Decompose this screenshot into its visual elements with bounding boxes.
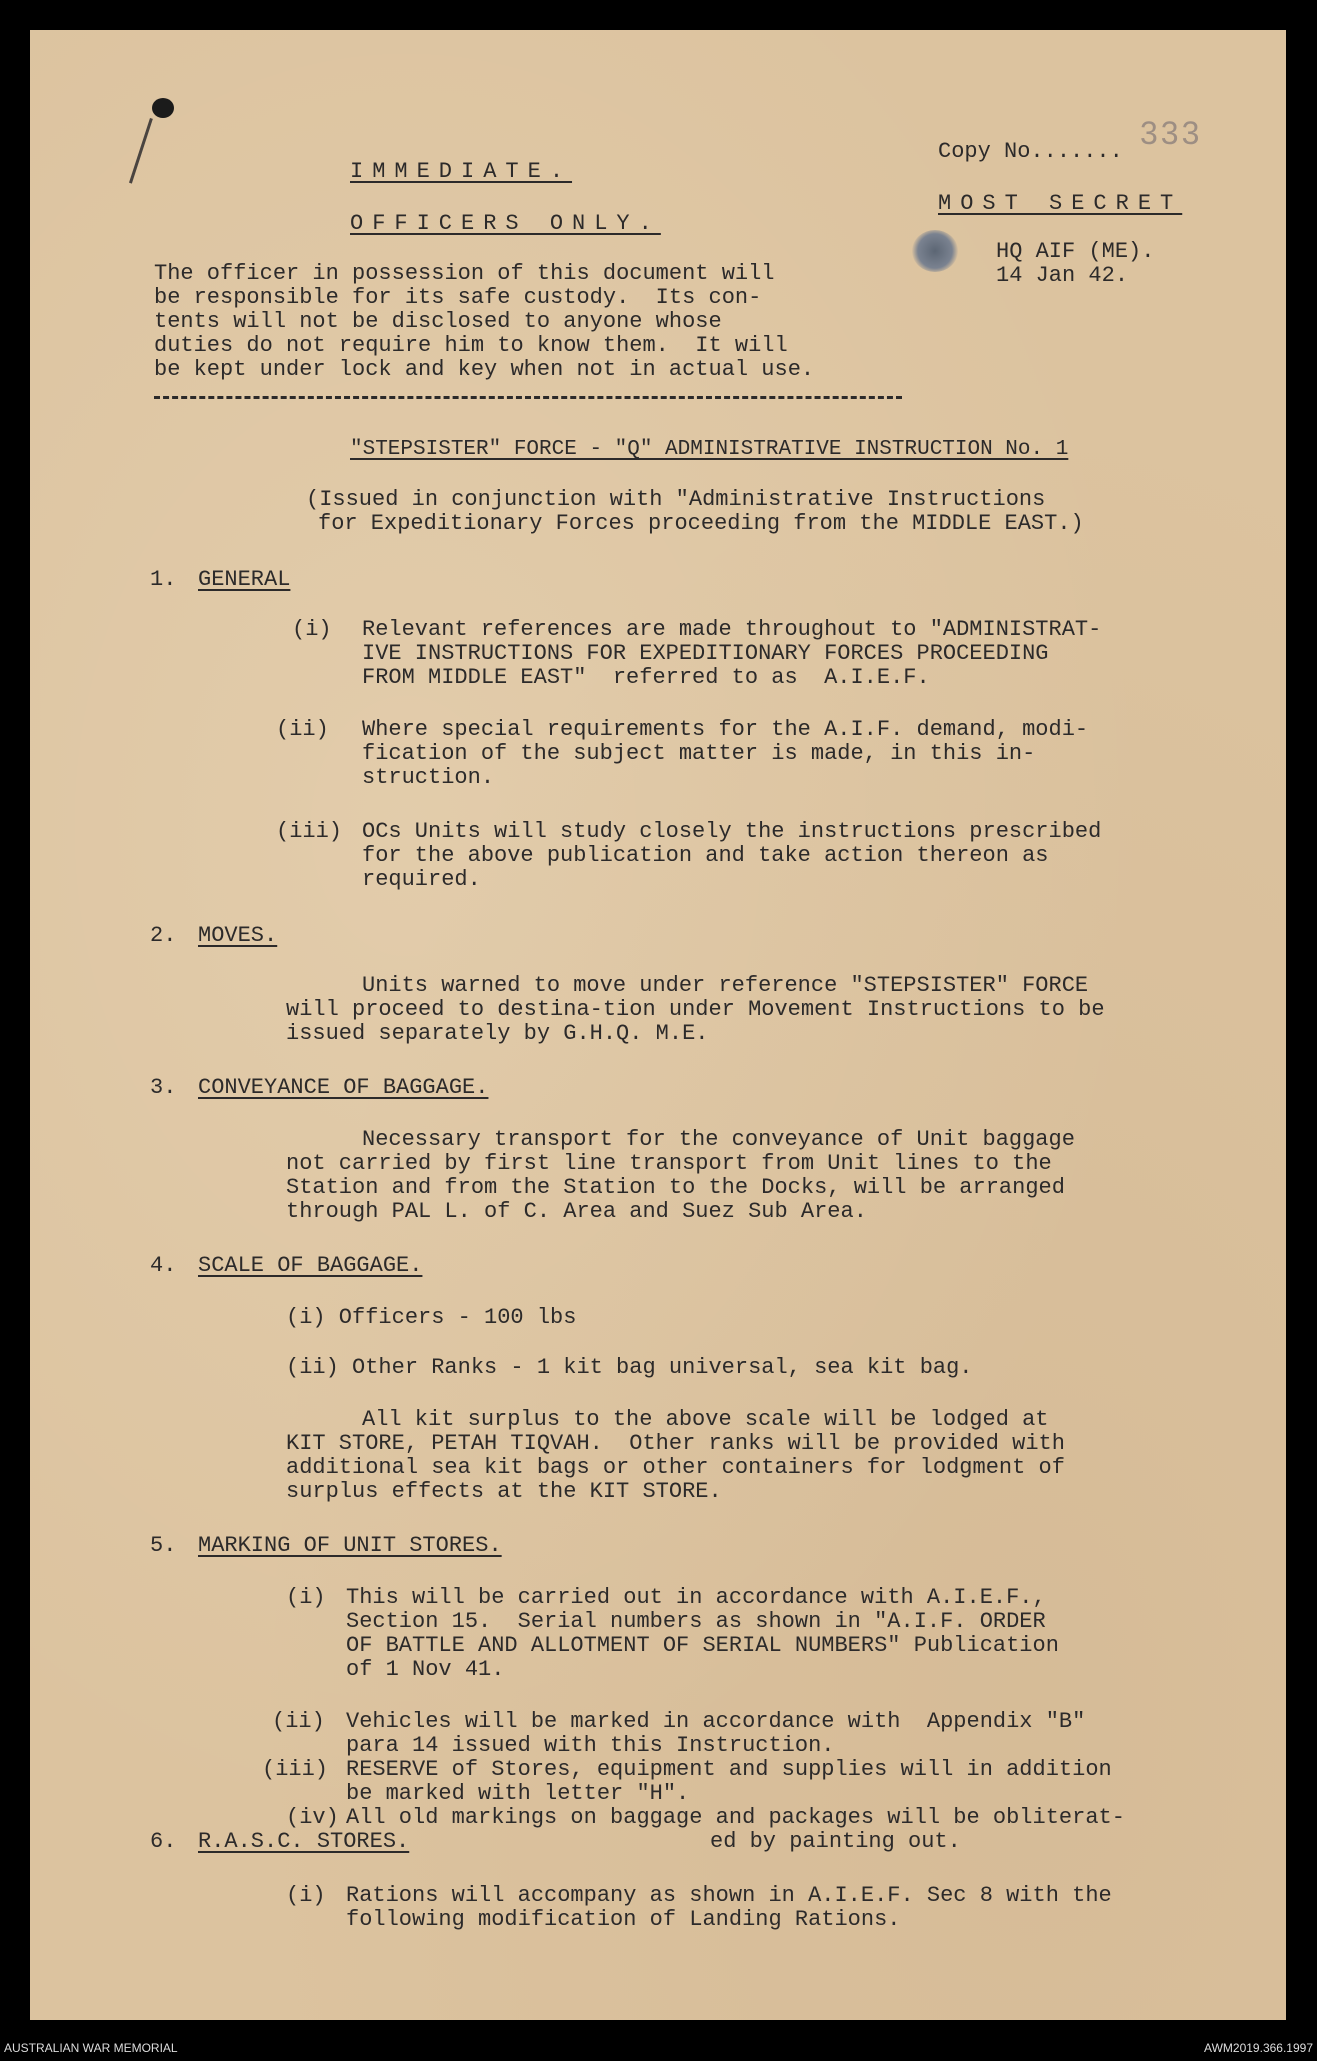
para-line: for the above publication and take action thereon as (362, 843, 1049, 868)
para-line: Station and from the Station to the Docks, will be arranged (286, 1175, 1065, 1200)
para-line: OF BATTLE AND ALLOTMENT OF SERIAL NUMBERS" Publication (346, 1633, 1059, 1658)
section-number: 1. (150, 567, 177, 592)
document-page (30, 30, 1286, 2020)
custody-line: be kept under lock and key when not in actual use. (154, 357, 815, 382)
para-line: fication of the subject matter is made, in this in- (362, 741, 1036, 766)
archive-reference: AWM2019.366.1997 (1204, 2041, 1313, 2055)
section-number: 5. (150, 1533, 177, 1558)
para-line: surplus effects at the KIT STORE. (286, 1479, 722, 1504)
copy-number-label: Copy No....... (938, 139, 1123, 164)
para-line: struction. (362, 765, 495, 790)
para-line: Section 15. Serial numbers as shown in "A.I.F. ORDER (346, 1609, 1046, 1634)
para-line: will proceed to destina-tion under Movement Instructions to be (286, 997, 1105, 1022)
para-line: Necessary transport for the conveyance of Unit baggage (362, 1127, 1075, 1152)
para-line: Where special requirements for the A.I.F. demand, modi- (362, 717, 1089, 742)
archive-credit: AUSTRALIAN WAR MEMORIAL (4, 2041, 178, 2055)
punch-hole (152, 98, 174, 118)
section-heading-general: GENERAL (198, 567, 291, 592)
section-heading-rasc: R.A.S.C. STORES. (198, 1829, 410, 1854)
para-line: Vehicles will be marked in accordance with Appendix "B" (346, 1709, 1086, 1734)
date-line: 14 Jan 42. (996, 263, 1129, 288)
ink-blot (912, 230, 958, 272)
custody-line: be responsible for its safe custody. Its con- (154, 285, 762, 310)
section-number: 4. (150, 1253, 177, 1278)
custody-line: The officer in possession of this document will (154, 261, 775, 286)
section-heading-conveyance: CONVEYANCE OF BAGGAGE. (198, 1075, 489, 1100)
para-line: be marked with letter "H". (346, 1781, 690, 1806)
copy-number-stamp: 333 (1140, 115, 1203, 151)
para-line: FROM MIDDLE EAST" referred to as A.I.E.F. (362, 665, 930, 690)
section-number: 3. (150, 1075, 177, 1100)
para-line: Units warned to move under reference "STEPSISTER" FORCE (362, 973, 1089, 998)
para-label: (i) (286, 1585, 326, 1610)
hq-line: HQ AIF (ME). (996, 239, 1155, 264)
para-line: issued separately by G.H.Q. M.E. (286, 1021, 709, 1046)
para-line: Rations will accompany as shown in A.I.E.F. Sec 8 with the (346, 1883, 1112, 1908)
para-line: This will be carried out in accordance with A.I.E.F., (346, 1585, 1046, 1610)
para-line: Relevant references are made throughout to "ADMINISTRAT- (362, 617, 1102, 642)
para-line: ed by painting out. (710, 1829, 961, 1854)
para-line: KIT STORE, PETAH TIQVAH. Other ranks will be provided with (286, 1431, 1065, 1456)
para-label: (ii) (272, 1709, 325, 1734)
section-number: 2. (150, 923, 177, 948)
section-heading-scale: SCALE OF BAGGAGE. (198, 1253, 423, 1278)
para-line: OCs Units will study closely the instructions prescribed (362, 819, 1102, 844)
document-subtitle-line: for Expeditionary Forces proceeding from the MIDDLE EAST.) (318, 511, 1084, 536)
para-line: of 1 Nov 41. (346, 1657, 505, 1682)
para-line: All kit surplus to the above scale will be lodged at (362, 1407, 1049, 1432)
pencil-mark (129, 118, 153, 184)
officers-only-heading: OFFICERS ONLY. (350, 211, 661, 236)
para-line: not carried by first line transport from Unit lines to the (286, 1151, 1052, 1176)
para-line: following modification of Landing Rations. (346, 1907, 901, 1932)
para-label: (iv) (286, 1805, 339, 1830)
para-line: through PAL L. of C. Area and Suez Sub Area. (286, 1199, 867, 1224)
document-subtitle-line: (Issued in conjunction with "Administrative Instructions (306, 487, 1046, 512)
para-label: (ii) (276, 717, 329, 742)
para-line: (ii) Other Ranks - 1 kit bag universal, sea kit bag. (286, 1355, 973, 1380)
document-title: "STEPSISTER" FORCE - "Q" ADMINISTRATIVE INSTRUCTION No. 1 (350, 438, 1069, 461)
para-line: (i) Officers - 100 lbs (286, 1305, 577, 1330)
para-line: para 14 issued with this Instruction. (346, 1733, 835, 1758)
section-heading-moves: MOVES. (198, 923, 278, 948)
custody-line: tents will not be disclosed to anyone whose (154, 309, 722, 334)
section-number: 6. (150, 1829, 177, 1854)
para-line: required. (362, 867, 481, 892)
para-line: RESERVE of Stores, equipment and supplies will in addition (346, 1757, 1112, 1782)
dashed-divider (154, 396, 902, 399)
para-line: IVE INSTRUCTIONS FOR EXPEDITIONARY FORCES PROCEEDING (362, 641, 1049, 666)
section-heading-marking: MARKING OF UNIT STORES. (198, 1533, 502, 1558)
para-label: (i) (292, 617, 332, 642)
para-line: All old markings on baggage and packages will be obliterat- (346, 1805, 1125, 1830)
immediate-heading: IMMEDIATE. (350, 159, 573, 184)
para-label: (iii) (262, 1757, 329, 1782)
most-secret-heading: MOST SECRET (938, 191, 1183, 216)
para-label: (iii) (276, 819, 343, 844)
para-label: (i) (286, 1883, 326, 1908)
custody-line: duties do not require him to know them. It will (154, 333, 788, 358)
para-line: additional sea kit bags or other containers for lodgment of (286, 1455, 1065, 1480)
